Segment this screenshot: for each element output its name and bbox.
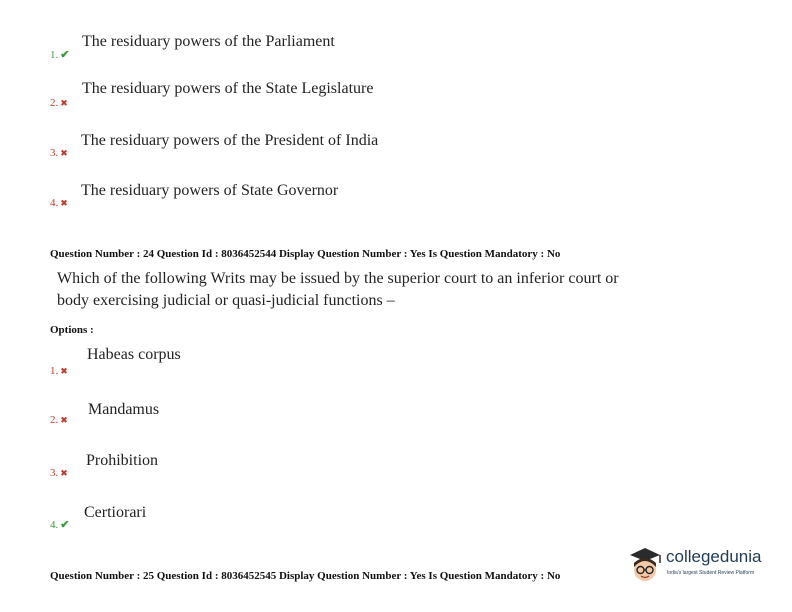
cross-icon: ✖	[60, 198, 68, 208]
cross-icon: ✖	[60, 468, 68, 478]
option-number: 3. ✖	[50, 147, 68, 159]
cross-icon: ✖	[60, 366, 68, 376]
option-text: The residuary powers of State Governor	[81, 182, 339, 199]
option-text: The residuary powers of the Parliament	[82, 33, 335, 50]
option-number: 1. ✖	[50, 365, 68, 377]
mascot-icon	[626, 545, 664, 585]
option-text: The residuary powers of the President of India	[81, 132, 379, 149]
cross-icon: ✖	[60, 98, 68, 108]
question-25-header: Question Number : 25 Question Id : 8036452545 Display Question Number : Yes Is Question Mandatory : No	[50, 570, 561, 582]
logo-tagline: India's largest Student Review Platform	[667, 570, 755, 576]
option-number: 4. ✔	[50, 519, 70, 531]
question-text-line: Which of the following Writs may be issued by the superior court to an inferior court or	[57, 270, 619, 287]
option-text: Prohibition	[86, 452, 159, 469]
cross-icon: ✖	[60, 415, 68, 425]
question-24-header: Question Number : 24 Question Id : 8036452544 Display Question Number : Yes Is Question Mandatory : No	[50, 248, 561, 260]
logo-name: collegedunia	[666, 547, 762, 566]
check-icon: ✔	[60, 519, 70, 531]
option-text: The residuary powers of the State Legislature	[82, 80, 374, 97]
option-number: 1. ✔	[50, 49, 70, 61]
question-text-line: body exercising judicial or quasi-judicial functions –	[57, 292, 395, 309]
options-label: Options :	[50, 324, 94, 336]
option-number: 2. ✖	[50, 97, 68, 109]
option-number: 2. ✖	[50, 414, 68, 426]
option-number: 4. ✖	[50, 197, 68, 209]
option-text: Mandamus	[88, 401, 160, 418]
question-24-text	[57, 268, 667, 312]
collegedunia-logo	[626, 545, 776, 585]
option-text: Habeas corpus	[87, 346, 181, 363]
option-number: 3. ✖	[50, 467, 68, 479]
cross-icon: ✖	[60, 148, 68, 158]
check-icon: ✔	[60, 49, 70, 61]
option-text: Certiorari	[84, 504, 147, 521]
